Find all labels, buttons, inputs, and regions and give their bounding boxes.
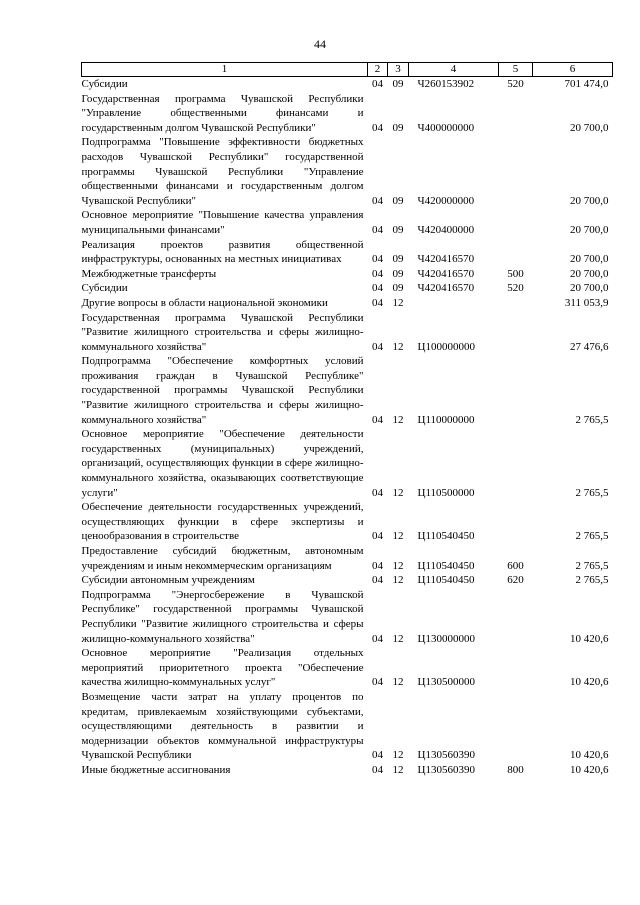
row-section: 04 (372, 574, 383, 587)
header-col-2: 2 (368, 63, 388, 77)
table-row (82, 763, 613, 778)
row-section: 04 (372, 267, 383, 280)
row-target-code (409, 296, 499, 311)
row-expense-type: 520 (507, 78, 524, 90)
row-section: 04 (372, 78, 383, 90)
row-target-code: Ц130500000 (417, 676, 475, 689)
row-amount: 20 700,0 (570, 223, 609, 236)
row-expense-type: 600 (507, 559, 524, 572)
row-name: Обеспечение деятельности государственных учреждений, осуществляющих функции в сфере экспертизы и ценообразования в строительстве (81, 501, 364, 543)
table-row (82, 500, 613, 544)
row-target-code: Ц130560390 (417, 749, 475, 762)
row-amount: 10 420,6 (570, 749, 609, 762)
row-target-code: Ч420416570 (417, 253, 475, 266)
table-row (82, 690, 613, 763)
row-target-code: Ц110500000 (417, 486, 475, 499)
table-row (82, 573, 613, 588)
row-subsection: 09 (392, 121, 404, 134)
table-row (82, 544, 613, 573)
row-name: Предоставление субсидий бюджетным, автономным учреждениям и иным некоммерческим организациям (81, 545, 364, 572)
table-row (82, 238, 613, 267)
row-expense-type (499, 354, 533, 427)
row-target-code: Ц110000000 (417, 413, 475, 426)
header-col-1: 1 (82, 63, 368, 77)
row-amount: 2 765,5 (575, 413, 609, 426)
row-section: 04 (372, 632, 383, 645)
row-expense-type (499, 311, 533, 355)
row-subsection: 09 (392, 223, 404, 236)
table-row (82, 311, 613, 355)
row-subsection: 12 (392, 676, 404, 689)
page-number: 44 (314, 37, 326, 51)
row-name: Основное мероприятие "Обеспечение деятельности государственных (муниципальных) учреждений, организаций, осуществляющих функции в сфере жилищно-коммунального хозяйства, оказывающих соответствующие услуги" (81, 428, 364, 499)
header-col-5: 5 (499, 63, 533, 77)
row-expense-type (499, 92, 533, 136)
row-subsection: 12 (392, 574, 404, 587)
row-expense-type (499, 588, 533, 646)
row-amount: 2 765,5 (575, 559, 609, 572)
row-expense-type (499, 646, 533, 690)
row-amount: 20 700,0 (570, 267, 609, 280)
row-subsection: 12 (392, 559, 404, 572)
header-col-4: 4 (409, 63, 499, 77)
row-name: Реализация проектов развития общественной инфраструктуры, основанных на местных инициативах (81, 238, 364, 266)
row-subsection: 12 (392, 763, 404, 776)
row-subsection: 12 (392, 340, 404, 353)
row-section: 04 (372, 530, 383, 543)
row-amount: 20 700,0 (570, 121, 609, 134)
row-name: Государственная программа Чувашской Республики "Развитие жилищного строительства и сферы жилищно-коммунального хозяйства" (81, 311, 364, 353)
budget-table (81, 62, 613, 778)
row-name: Основное мероприятие "Повышение качества управления муниципальными финансами" (81, 209, 364, 236)
row-amount: 10 420,6 (570, 632, 609, 645)
row-subsection: 12 (392, 486, 404, 499)
row-amount: 20 700,0 (570, 253, 609, 266)
row-expense-type (499, 208, 533, 237)
row-section: 04 (372, 121, 383, 134)
row-name: Подпрограмма "Обеспечение комфортных условий проживания граждан в Чувашской Республике" государственной программы Чувашской Республики "Развитие жилищного строительства и сферы жилищно-коммунального хозяйства" (81, 355, 364, 426)
row-name: Межбюджетные трансферты (81, 267, 217, 280)
row-expense-type (499, 690, 533, 763)
row-expense-type: 520 (507, 282, 524, 295)
table-row (82, 267, 613, 282)
row-expense-type: 500 (507, 267, 524, 280)
row-target-code: Ч400000000 (417, 121, 475, 134)
row-subsection: 09 (392, 253, 404, 266)
row-amount: 27 476,6 (570, 340, 609, 353)
row-name: Субсидии (81, 78, 128, 90)
row-target-code: Ц110540450 (417, 559, 475, 572)
row-subsection: 09 (392, 267, 404, 280)
row-target-code: Ч420416570 (417, 282, 475, 295)
table-row (82, 92, 613, 136)
row-target-code: Ц100000000 (417, 340, 475, 353)
table-row (82, 77, 613, 92)
row-name: Основное мероприятие "Реализация отдельных мероприятий приоритетного проекта "Обеспечение качества жилищно-коммунальных услуг" (81, 647, 364, 689)
row-section: 04 (372, 282, 383, 295)
table-row (82, 208, 613, 237)
table-row (82, 427, 613, 500)
row-subsection: 12 (392, 413, 404, 426)
row-subsection: 09 (392, 194, 404, 207)
row-amount: 2 765,5 (575, 530, 609, 543)
row-subsection: 12 (392, 530, 404, 543)
row-amount: 311 053,9 (564, 296, 609, 309)
row-section: 04 (372, 253, 383, 266)
row-amount: 10 420,6 (570, 763, 609, 776)
row-section: 04 (372, 749, 383, 762)
row-section: 04 (372, 223, 383, 236)
row-section: 04 (372, 194, 383, 207)
row-section: 04 (372, 676, 383, 689)
row-section: 04 (372, 559, 383, 572)
row-subsection: 09 (392, 78, 404, 90)
row-target-code: Ц130560390 (417, 763, 475, 776)
table-row (82, 135, 613, 208)
row-expense-type: 620 (507, 574, 524, 587)
row-name: Иные бюджетные ассигнования (81, 763, 231, 776)
row-amount: 701 474,0 (564, 78, 609, 90)
row-target-code: Ч420000000 (417, 194, 475, 207)
header-row (82, 63, 613, 77)
row-name: Возмещение части затрат на уплату процентов по кредитам, привлекаемым хозяйствующими субъектами, осуществляющими деятельность в развитии и модернизации объектов коммунальной инфраструктуры Чувашской Республики (81, 690, 364, 762)
row-amount: 10 420,6 (570, 676, 609, 689)
row-expense-type (499, 296, 533, 311)
row-section: 04 (372, 486, 383, 499)
table-row (82, 296, 613, 311)
row-subsection: 12 (392, 749, 404, 762)
row-target-code: Ц130000000 (417, 632, 475, 645)
row-section: 04 (372, 296, 383, 309)
row-amount: 2 765,5 (575, 486, 609, 499)
row-subsection: 12 (392, 632, 404, 645)
row-section: 04 (372, 340, 383, 353)
row-name: Другие вопросы в области национальной экономики (81, 296, 328, 309)
row-name: Подпрограмма "Энергосбережение в Чувашской Республике" государственной программы Чувашской Республики "Развитие жилищного строительства и сферы жилищно-коммунального хозяйства" (81, 588, 364, 645)
row-amount: 2 765,5 (575, 574, 609, 587)
header-col-3: 3 (388, 63, 409, 77)
row-amount: 20 700,0 (570, 194, 609, 207)
row-name: Государственная программа Чувашской Республики "Управление общественными финансами и государственным долгом Чувашской Республики" (81, 92, 364, 134)
row-section: 04 (372, 763, 383, 776)
row-section: 04 (372, 413, 383, 426)
table-row (82, 588, 613, 646)
row-expense-type (499, 500, 533, 544)
row-expense-type (499, 427, 533, 500)
row-expense-type (499, 135, 533, 208)
row-amount: 20 700,0 (570, 282, 609, 295)
row-target-code: Ч420416570 (417, 267, 475, 280)
row-subsection: 12 (392, 296, 404, 309)
row-expense-type (499, 238, 533, 267)
table-row (82, 354, 613, 427)
row-name: Субсидии автономным учреждениям (81, 574, 255, 587)
table-row (82, 281, 613, 296)
row-target-code: Ц110540450 (417, 530, 475, 543)
table-row (82, 646, 613, 690)
row-target-code: Ч260153902 (417, 78, 475, 90)
row-subsection: 09 (392, 282, 404, 295)
row-target-code: Ч420400000 (417, 223, 475, 236)
row-name: Подпрограмма "Повышение эффективности бюджетных расходов Чувашской Республики" государственной программы Чувашской Республики "Управление общественными финансами и государственным долгом Чувашской Республики" (81, 136, 364, 207)
header-col-6: 6 (533, 63, 613, 77)
row-expense-type: 800 (507, 763, 524, 776)
row-name: Субсидии (81, 282, 128, 295)
row-target-code: Ц110540450 (417, 574, 475, 587)
